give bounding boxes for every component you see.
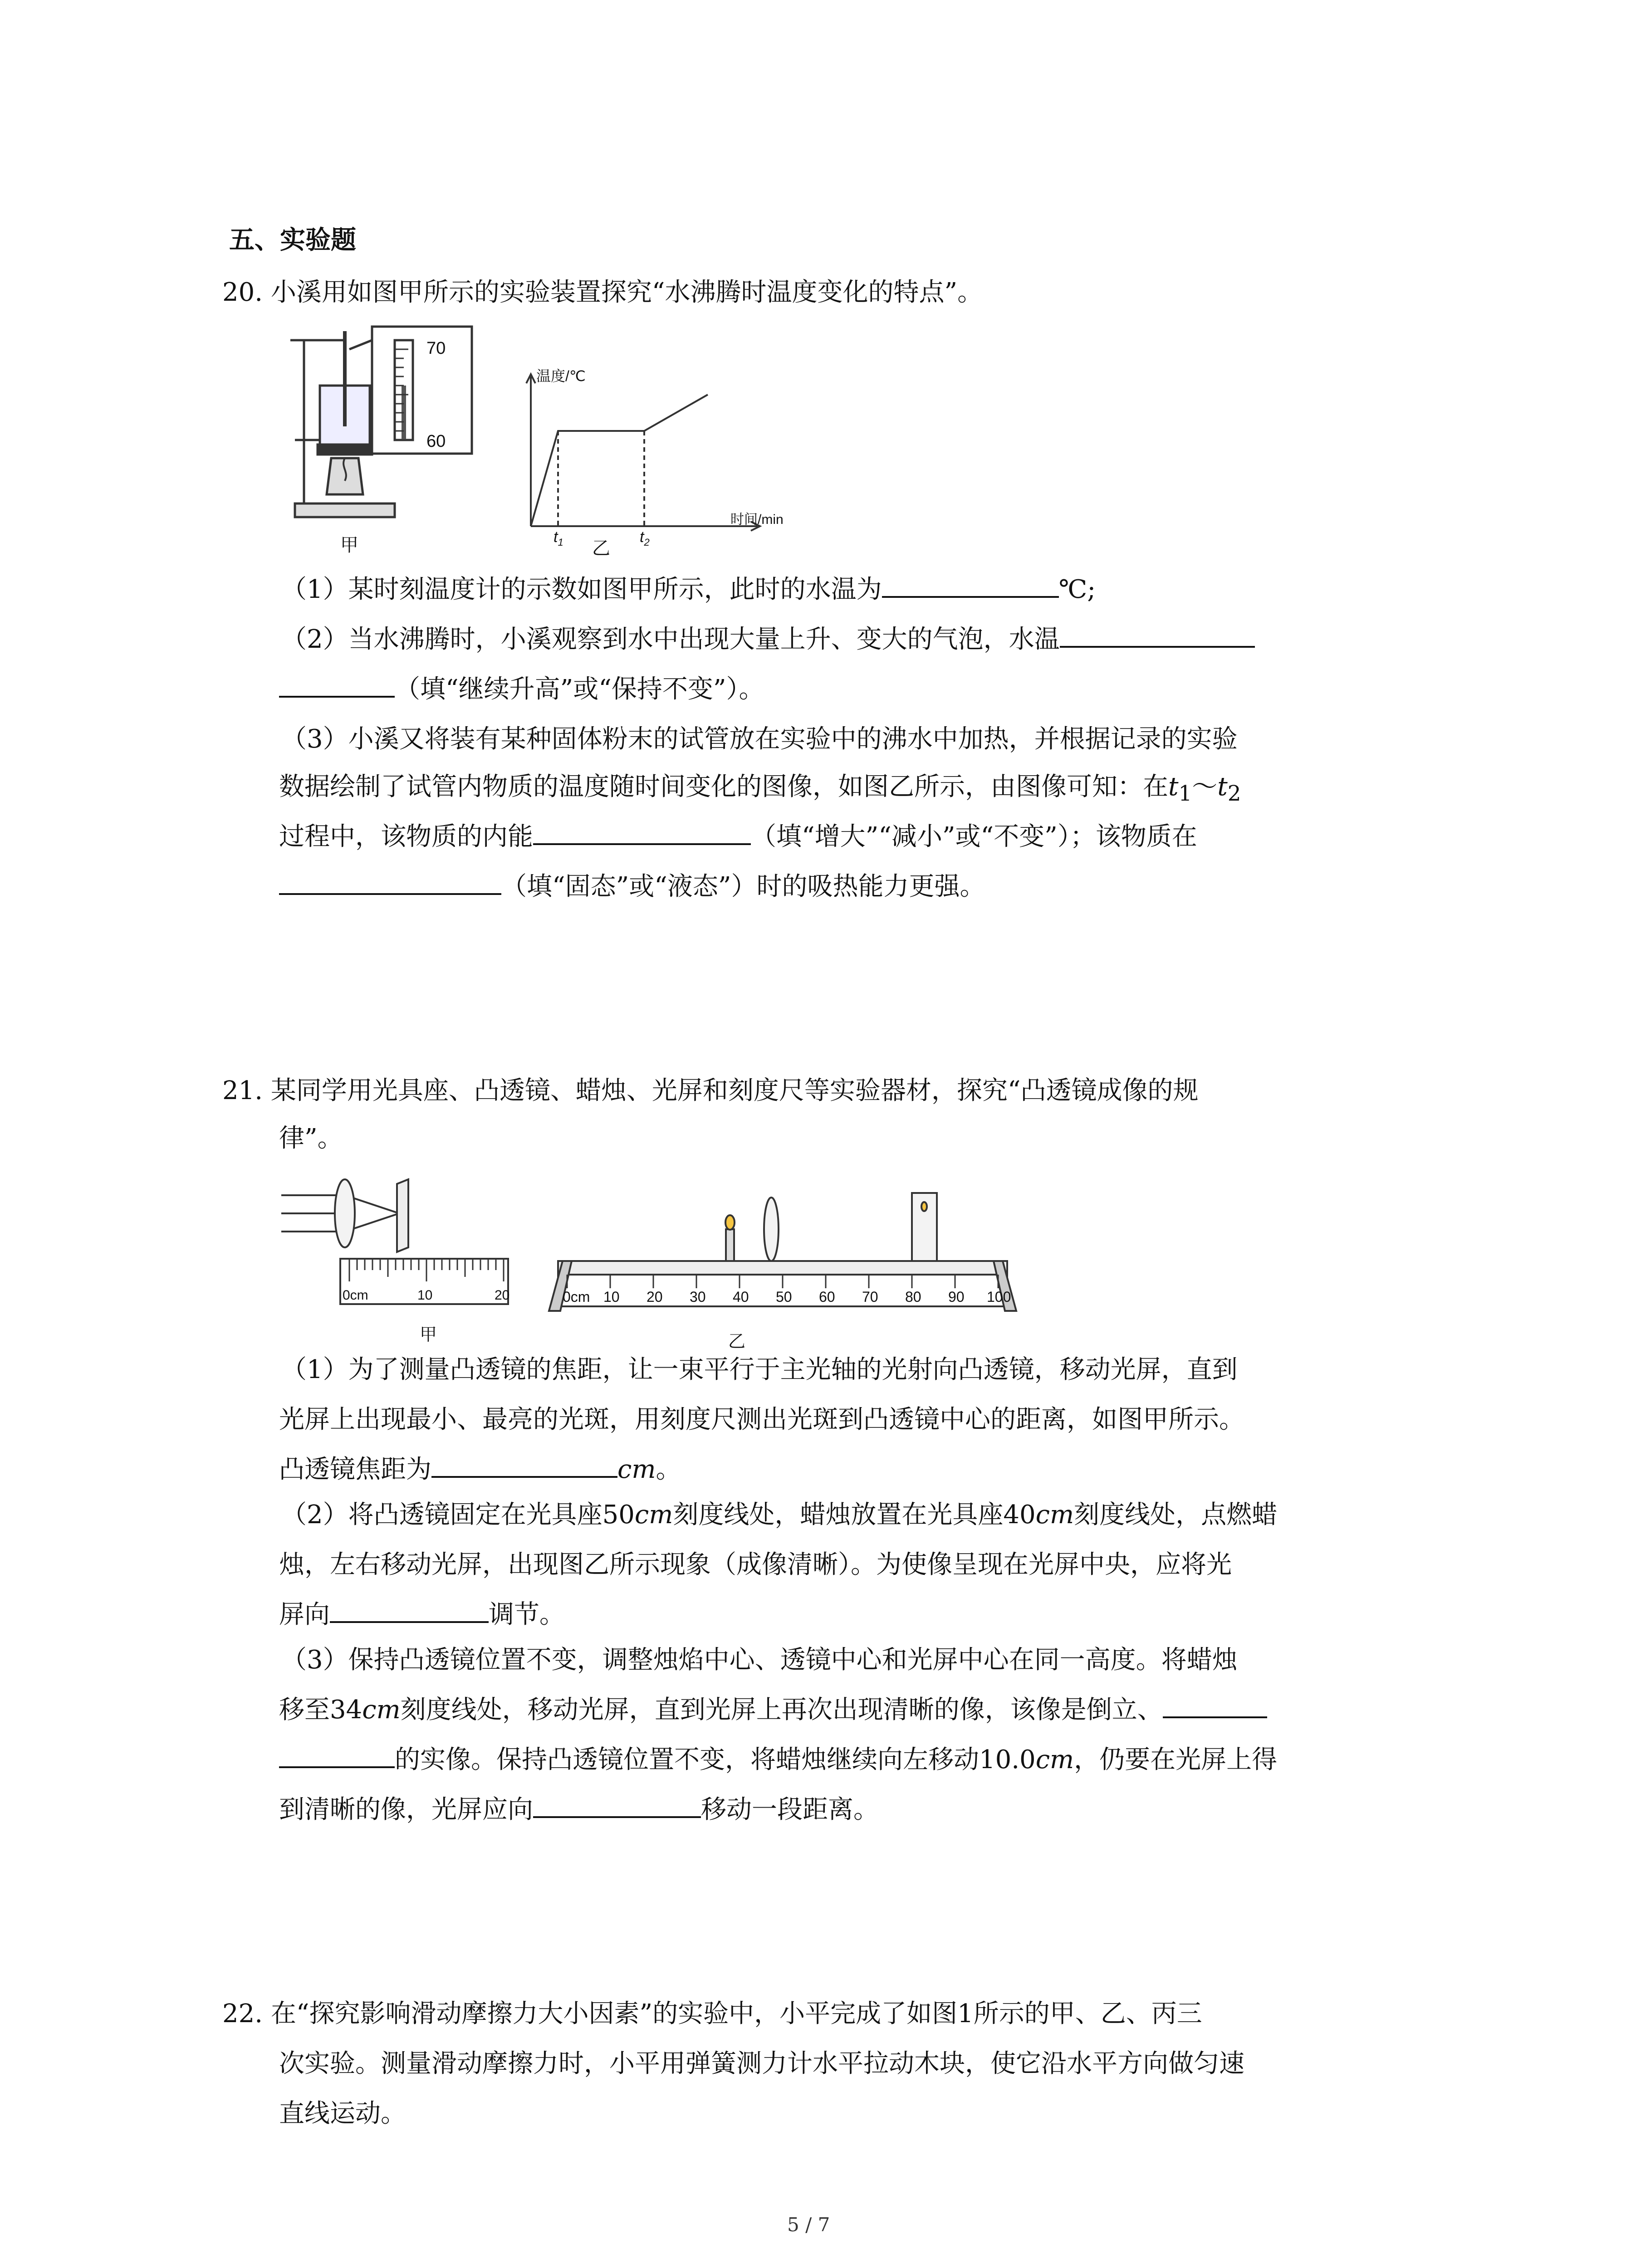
q20-part2-text: （2）当水沸腾时，小溪观察到水中出现大量上升、变大的气泡，水温 xyxy=(281,625,1060,654)
q21-stem-line2: 律”。 xyxy=(279,1124,343,1153)
q21-part3-text-e: 到清晰的像，光屏应向 xyxy=(279,1795,533,1824)
scale-label-bottom: 60 xyxy=(426,432,446,451)
q20-part3-hint-a: （填“增大”“减小”或“不变”）；该物质在 xyxy=(751,822,1197,851)
q21-part3-line3 xyxy=(279,1735,1277,1785)
tilde: ～ xyxy=(1192,772,1218,802)
unit-cm: cm xyxy=(617,1455,656,1484)
q20-part3-text-b: 过程中，该物质的内能 xyxy=(279,822,533,851)
q21-part2-text-d: 屏向 xyxy=(279,1600,330,1629)
q20-part1 xyxy=(281,565,1096,615)
q20-answer-blank-1[interactable] xyxy=(882,569,1059,598)
q20-part3-line1: （3）小溪又将装有某种固体粉末的试管放在实验中的沸水中加热，并根据记录的实验 xyxy=(281,724,1238,754)
q21-part3-text-f: 移动一段距离。 xyxy=(701,1795,879,1824)
q20-part3-line4 xyxy=(279,862,985,912)
yi-tick-90: 90 xyxy=(948,1289,965,1305)
yi-tick-100: 100 xyxy=(987,1289,1011,1305)
t2-subscript: 2 xyxy=(1227,782,1241,807)
q21-answer-blank-3b[interactable] xyxy=(279,1739,395,1768)
unit-cm-3: cm xyxy=(362,1695,401,1725)
q21-answer-blank-1[interactable] xyxy=(431,1449,617,1478)
q20-part3-text: 数据绘制了试管内物质的温度随时间变化的图像，如图乙所示，由图像可知：在 xyxy=(279,772,1168,802)
yi-tick-50: 50 xyxy=(776,1289,792,1305)
unit-cm-4: cm xyxy=(1035,1745,1074,1774)
unit-cm-1: cm xyxy=(634,1500,673,1530)
fig-caption-yi-21: 乙 xyxy=(728,1332,746,1351)
yi-tick-30: 30 xyxy=(690,1289,706,1305)
q21-part3-text-c: 的实像。保持凸透镜位置不变，将蜡烛继续向左移动10.0 xyxy=(395,1745,1036,1774)
q21-answer-blank-3c[interactable] xyxy=(533,1789,701,1818)
jia-tick-20: 20 xyxy=(495,1288,510,1303)
jia-tick-0: 0cm xyxy=(343,1288,368,1303)
yi-tick-60: 60 xyxy=(819,1289,835,1305)
q21-part1-text: 凸透镜焦距为 xyxy=(279,1455,431,1484)
unit-cm-2: cm xyxy=(1035,1500,1074,1530)
q21-part2-text-a: （2）将凸透镜固定在光具座50 xyxy=(281,1500,635,1530)
fig-caption-yi: 乙 xyxy=(592,538,610,558)
q20-figure-jia xyxy=(277,322,481,558)
q21-stem-line1: 21. 某同学用光具座、凸透镜、蜡烛、光屏和刻度尺等实验器材，探究“凸透镜成像的规 xyxy=(222,1076,1199,1105)
q21-part2-text-e: 调节。 xyxy=(489,1600,565,1629)
q21-figure-jia xyxy=(277,1170,522,1352)
t1-subscript: 1 xyxy=(1178,782,1192,807)
q20-part2-hint: （填“继续升高”或“保持不变”）。 xyxy=(395,675,764,704)
q21-part3-line1: （3）保持凸透镜位置不变，调整烛焰中心、透镜中心和光屏中心在同一高度。将蜡烛 xyxy=(281,1645,1238,1675)
q20-figure-yi xyxy=(517,358,808,558)
q21-figure-yi xyxy=(540,1179,1025,1352)
q21-part3-text-d: ，仍要在光屏上得 xyxy=(1074,1745,1278,1774)
q22-line3: 直线运动。 xyxy=(279,2099,406,2128)
q20-answer-blank-2a[interactable] xyxy=(1060,619,1255,648)
q20-part3-line3 xyxy=(279,812,1197,862)
q21-part1-line3 xyxy=(279,1445,681,1495)
t2-symbol: t xyxy=(1217,772,1228,802)
q22-line1: 22. 在“探究影响滑动摩擦力大小因素”的实验中，小平完成了如图1所示的甲、乙、丙三 xyxy=(222,1999,1202,2028)
yi-tick-40: 40 xyxy=(733,1289,749,1305)
q20-part1-unit: ℃; xyxy=(1058,575,1096,604)
q21-part2-line1 xyxy=(281,1490,1277,1540)
period: 。 xyxy=(656,1455,681,1484)
q21-part2-text-c: 刻度线处，点燃蜡 xyxy=(1074,1500,1278,1530)
fig-caption-jia-21: 甲 xyxy=(420,1325,437,1344)
q21-part2-text-b: 刻度线处，蜡烛放置在光具座40 xyxy=(673,1500,1036,1530)
q21-part2-line2: 烛，左右移动光屏，出现图乙所示现象（成像清晰）。为使像呈现在光屏中央，应将光 xyxy=(279,1550,1232,1579)
q22-line2: 次实验。测量滑动摩擦力时，小平用弹簧测力计水平拉动木块，使它沿水平方向做匀速 xyxy=(279,2049,1244,2078)
jia-tick-10: 10 xyxy=(417,1288,433,1303)
q20-stem: 20. 小溪用如图甲所示的实验装置探究“水沸腾时温度变化的特点”。 xyxy=(222,278,983,307)
graph-t2-label: $t_2$ xyxy=(640,528,650,548)
yi-tick-20: 20 xyxy=(647,1289,663,1305)
graph-ylabel: 温度/℃ xyxy=(536,368,586,384)
section-title: 五、实验题 xyxy=(229,225,356,255)
q20-part3-hint-b: （填“固态”或“液态”）时的吸热能力更强。 xyxy=(501,872,985,901)
q20-part1-text: （1）某时刻温度计的示数如图甲所示，此时的水温为 xyxy=(281,575,882,604)
q21-part2-line3 xyxy=(279,1590,565,1640)
yi-tick-0: 0cm xyxy=(563,1289,590,1305)
q20-answer-blank-3b[interactable] xyxy=(279,866,501,895)
q20-part3-line2 xyxy=(279,762,1241,819)
graph-t1-label: $t_1$ xyxy=(554,528,563,548)
scale-label-top: 70 xyxy=(426,339,446,358)
q20-part2-line2 xyxy=(279,665,764,714)
yi-tick-80: 80 xyxy=(905,1289,921,1305)
q21-part3-text-b: 刻度线处，移动光屏，直到光屏上再次出现清晰的像，该像是倒立、 xyxy=(400,1695,1163,1725)
yi-tick-10: 10 xyxy=(603,1289,620,1305)
fig-caption-jia: 甲 xyxy=(340,535,358,555)
q21-part1-line1: （1）为了测量凸透镜的焦距，让一束平行于主光轴的光射向凸透镜，移动光屏，直到 xyxy=(281,1355,1238,1384)
q21-part1-line2: 光屏上出现最小、最亮的光斑，用刻度尺测出光斑到凸透镜中心的距离，如图甲所示。 xyxy=(279,1405,1244,1434)
q20-answer-blank-3a[interactable] xyxy=(533,816,751,845)
q21-answer-blank-2[interactable] xyxy=(330,1594,489,1623)
q20-answer-blank-2b[interactable] xyxy=(279,669,395,698)
graph-xlabel: 时间/min xyxy=(730,512,784,527)
q21-part3-text-a: 移至34 xyxy=(279,1695,362,1725)
t1-symbol: t xyxy=(1168,772,1179,802)
q20-part2-line1 xyxy=(281,615,1255,665)
yi-tick-70: 70 xyxy=(862,1289,878,1305)
q21-part3-line4 xyxy=(279,1785,879,1835)
q21-answer-blank-3a[interactable] xyxy=(1163,1689,1267,1718)
page-number: 5 / 7 xyxy=(787,2214,830,2236)
q21-part3-line2 xyxy=(279,1685,1267,1735)
